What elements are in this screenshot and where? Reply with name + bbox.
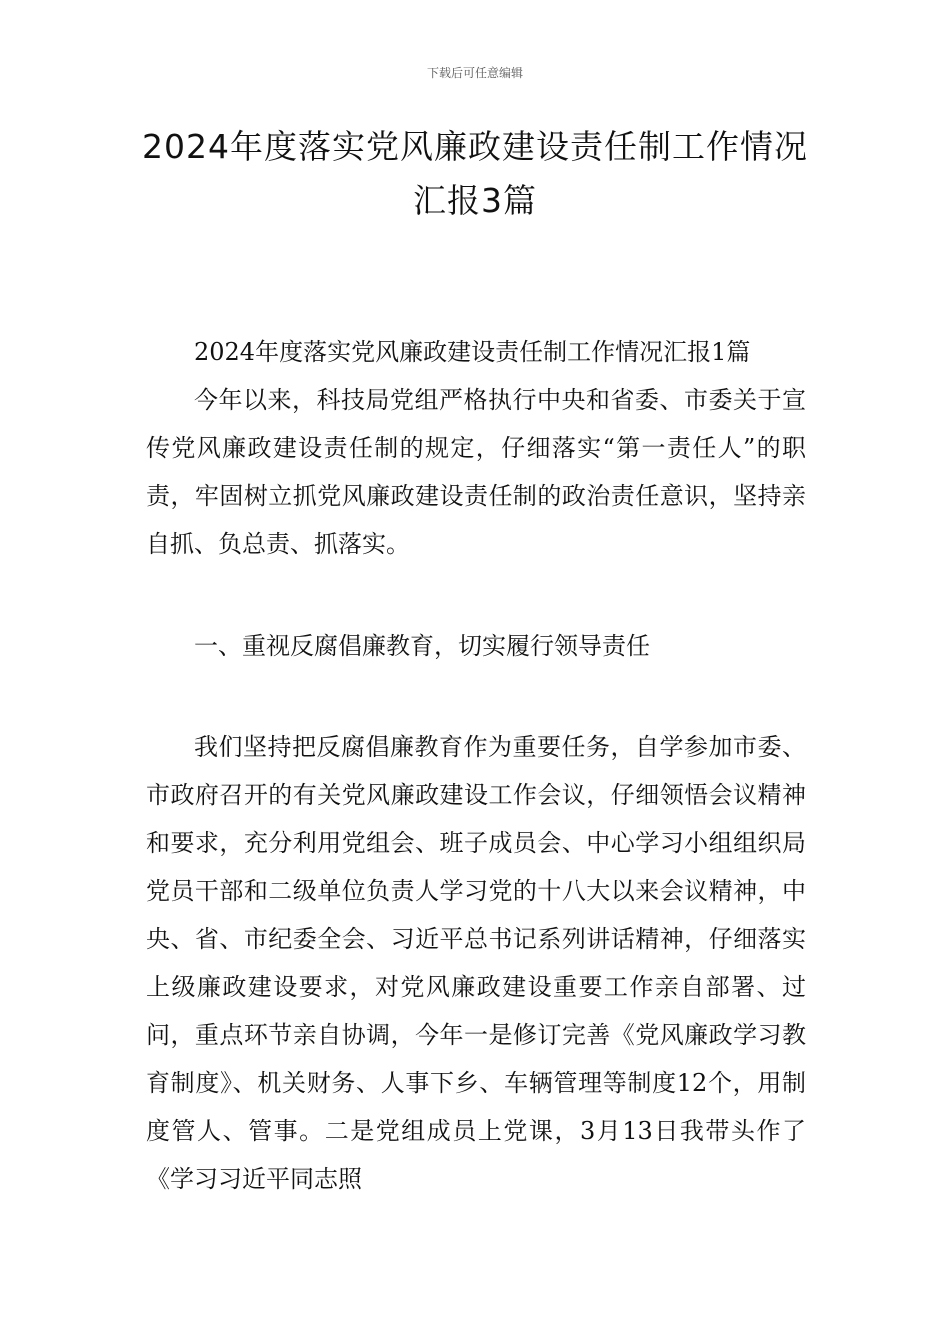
- document-title: 2024年度落实党风廉政建设责任制工作情况汇报3篇: [142, 127, 808, 220]
- intro-paragraph-text: 今年以来，科技局党组严格执行中央和省委、市委关于宣传党风廉政建设责任制的规定，仔细落实“第一责任人”的职责，牢固树立抓党风廉政建设责任制的政治责任意识，坚持亲自抓、负总责、抓落实。: [146, 386, 806, 558]
- section-heading-text: 一、重视反腐倡廉教育，切实履行领导责任: [194, 632, 650, 660]
- header-note: 下载后可任意编辑: [426, 66, 523, 80]
- body-paragraph: [146, 723, 806, 1203]
- document-subtitle: [146, 328, 806, 376]
- intro-paragraph: [146, 376, 806, 568]
- subtitle-text: 2024年度落实党风廉政建设责任制工作情况汇报1篇: [194, 338, 751, 366]
- section-heading: [146, 622, 806, 670]
- body-paragraph-text: 我们坚持把反腐倡廉教育作为重要任务，自学参加市委、市政府召开的有关党风廉政建设工作会议，仔细领悟会议精神和要求，充分利用党组会、班子成员会、中心学习小组组织局党员干部和二级单位负责人学习党的十八大以来会议精神，中央、省、市纪委全会、习近平总书记系列讲话精神，仔细落实上级廉政建设要求，对党风廉政建设重要工作亲自部署、过问，重点环节亲自协调，今年一是修订完善《党风廉政学习教育制度》、机关财务、人事下乡、车辆管理等制度12个，用制度管人、管事。二是党组成员上党课，3月13日我带头作了《学习习近平同志照: [146, 733, 806, 1193]
